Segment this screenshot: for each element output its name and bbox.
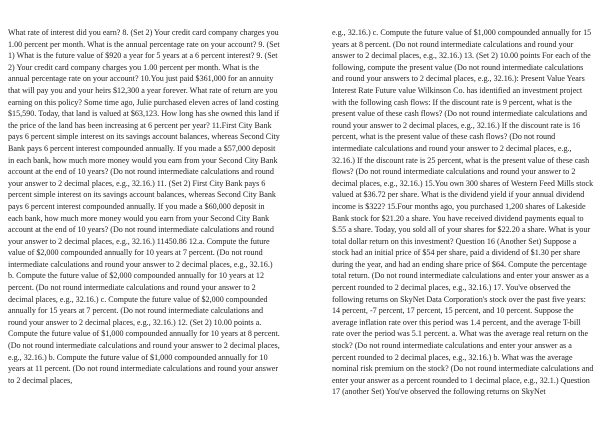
left-text-column: What rate of interest did you earn? 8. (Set 2) Your credit card company charges you 1.00 percent per month. What is the annual percentage rate on your account? 9. (Set 1) What is the future value of $920 a year for 5 years at a 6 percent interest? 9. (Set 2) Your credit card company charges you 1.00 percent per month. What is the annual percentage rate on your account? 10.You just paid $361,000 for an annuity that will pay you and your heirs $12,300 a year forever. What rate of return are you earning on this policy? Some time ago, Julie purchased eleven acres of land costing $15,590. Today, that land is valued at $63,123. How long has she owned this land if the price of the land has been increasing at 6 percent per year? 11.First City Bank pays 6 percent simple interest on its savings account balances, whereas Second City Bank pays 6 percent interest compounded annually. If you made a $57,000 deposit in each bank, how much more money would you earn from your Second City Bank account at the end of 10 years? (Do not round intermediate calculations and round your answer to 2 decimal places, e.g., 32.16.) 11. (Set 2) First City Bank pays 6 percent simple interest on its savings account balances, whereas Second City Bank pays 6 percent interest compounded annually. If you made a $60,000 deposit in each bank, how much more money would you earn from your Second City Bank account at the end of 10 years? (Do not round intermediate calculations and round your answer to 2 decimal places, e.g., 32.16.) 11450.86 12.a. Compute the future value of $2,000 compounded annually for 10 years at 7 percent. (Do not round intermediate calculations and round your answer to 2 decimal places, e.g., 32.16.) b. Compute the future value of $2,000 compounded annually for 10 years at 12 percent. (Do not round intermediate calculations and round your answer to 2 decimal places, e.g., 32.16.) c. Compute the future value of $2,000 compounded annually for 15 years at 7 percent. (Do not round intermediate calculations and round your answer to 2 decimal places, e.g., 32.16.) 12. (Set 2) 10.00 points a. Compute the future value of $1,000 compounded annually for 10 years at 8 percent. (Do not round intermediate calculations and round your answer to 2 decimal places, e.g., 32.16.) b. Compute the future value of $1,000 compounded annually for 10 years at 11 percent. (Do not round intermediate calculations and round your answer to 2 decimal places, bbox=[8, 28, 280, 385]
right-text-column: e.g., 32.16.) c. Compute the future value of $1,000 compounded annually for 15 years at 8 percent. (Do not round intermediate calculations and round your answer to 2 decimal places, e.g., 32.16.) 13. (Set 2) 10.00 points For each of the following, compute the present value (Do not round intermediate calculations and round your answers to 2 decimal places, e.g., 32.16.): Present Value Years Interest Rate Future value Wilkinson Co. has identified an investment project with the following cash flows: If the discount rate is 9 percent, what is the present value of these cash flows? (Do not round intermediate calculations and round your answer to 2 decimal places, e.g., 32.16.) If the discount rate is 16 percent, what is the present value of these cash flows? (Do not round intermediate calculations and round your answer to 2 decimal places, e.g., 32.16.) If the discount rate is 25 percent, what is the present value of these cash flows? (Do not round intermediate calculations and round your answer to 2 decimal places, e.g., 32.16.) 15.You own 300 shares of Western Feed Mills stock valued at $36.72 per share. What is the dividend yield if your annual dividend income is $322? 15.Four months ago, you purchased 1,200 shares of Lakeside Bank stock for $21.20 a share. You have received dividend payments equal to $.55 a share. Today, you sold all of your shares for $22.20 a share. What is your total dollar return on this investment? Question 16 (Another Set) Suppose a stock had an initial price of $54 per share, paid a dividend of $1.30 per share during the year, and had an ending share price of $64. Compute the percentage total return. (Do not round intermediate calculations and enter your answer as a percent rounded to 2 decimal places, e.g., 32.16.) 17. You've observed the following returns on SkyNet Data Corporation's stock over the past five years: 14 percent, -7 percent, 17 percent, 15 percent, and 10 percent. Suppose the average inflation rate over this period was 1.4 percent, and the average T-bill rate over the period was 5.1 percent. a. What was the average real return on the stock? (Do not round intermediate calculations and enter your answer as a percent rounded to 2 decimal places, e.g., 32.16.) b. What was the average nominal risk premium on the stock? (Do not round intermediate calculations and enter your answer as a percent rounded to 1 decimal place, e.g., 32.1.) Question 17 (another Set) You've observed the following returns on SkyNet bbox=[332, 28, 594, 397]
